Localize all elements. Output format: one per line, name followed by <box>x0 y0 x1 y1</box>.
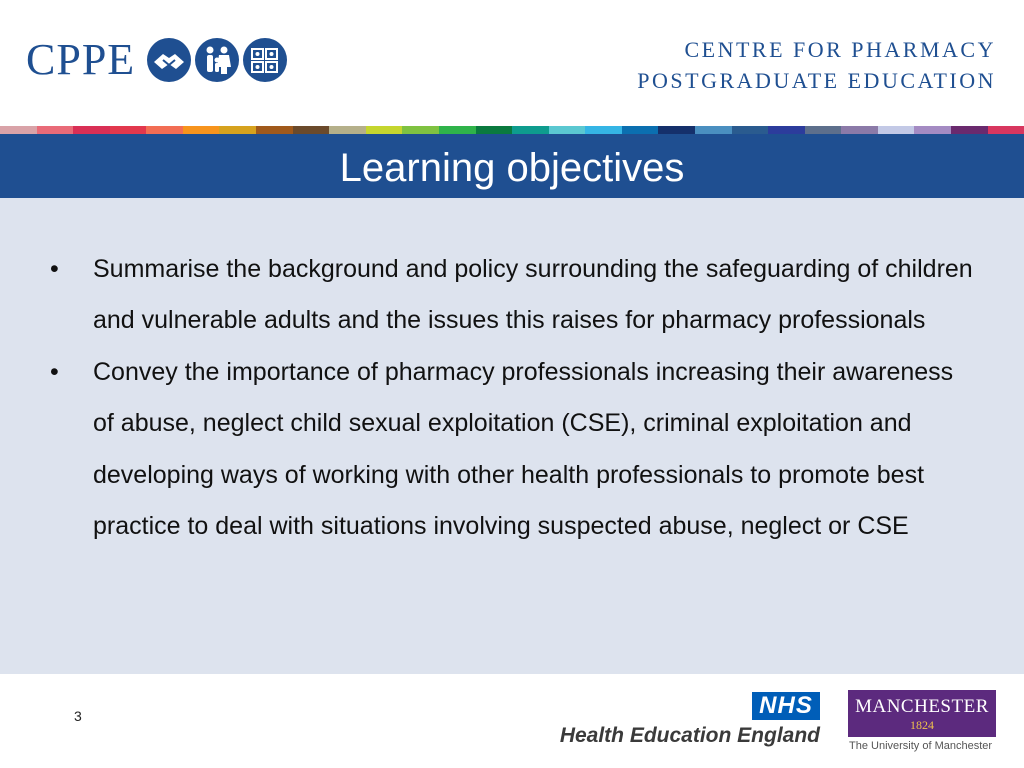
color-strip-segment <box>695 126 732 134</box>
color-strip-segment <box>549 126 586 134</box>
color-strip-segment <box>256 126 293 134</box>
health-education-england-logo <box>548 692 820 748</box>
color-strip-segment <box>329 126 366 134</box>
color-strip-segment <box>366 126 403 134</box>
manchester-wordmark: MANCHESTER <box>855 696 989 717</box>
bullet-marker: • <box>50 255 59 283</box>
title-bar <box>0 134 1024 198</box>
color-strip-segment <box>841 126 878 134</box>
objective-item <box>50 347 980 553</box>
cppe-logo-icons <box>147 38 287 82</box>
color-strip-segment <box>183 126 220 134</box>
medicine-packs-icon <box>243 38 287 82</box>
color-strip-segment <box>585 126 622 134</box>
centre-name-line-1: CENTRE FOR PHARMACY <box>684 37 996 62</box>
cppe-logo <box>26 35 287 84</box>
page-number: 3 <box>74 708 82 724</box>
centre-name-line-2: POSTGRADUATE EDUCATION <box>637 68 996 93</box>
color-strip-segment <box>146 126 183 134</box>
handshake-icon <box>147 38 191 82</box>
color-strip-segment <box>658 126 695 134</box>
family-icon <box>195 38 239 82</box>
slide-header <box>0 0 1024 126</box>
color-strip-segment <box>476 126 513 134</box>
manchester-logo-box <box>848 690 996 737</box>
objective-text: Convey the importance of pharmacy professionals increasing their awareness of abuse, neglect child sexual exploitation (CSE), criminal exploitation and developing ways of working with other health professionals to promote best practice to deal with situations involving suspected abuse, neglect or CSE <box>93 357 954 541</box>
color-strip-segment <box>768 126 805 134</box>
color-strip-segment <box>732 126 769 134</box>
color-strip-segment <box>37 126 74 134</box>
color-strip-segment <box>512 126 549 134</box>
color-strip-segment <box>439 126 476 134</box>
manchester-subtitle: The University of Manchester <box>849 740 993 752</box>
color-strip <box>0 126 1024 134</box>
slide-footer <box>0 674 1024 768</box>
centre-name <box>637 34 996 96</box>
slide-content <box>0 198 1024 674</box>
objectives-list <box>50 244 980 552</box>
color-strip-segment <box>878 126 915 134</box>
color-strip-segment <box>914 126 951 134</box>
color-strip-segment <box>951 126 988 134</box>
color-strip-segment <box>0 126 37 134</box>
color-strip-segment <box>293 126 330 134</box>
objective-text: Summarise the background and policy surrounding the safeguarding of children and vulnerable adults and the issues this raises for pharmacy professionals <box>93 255 973 335</box>
bullet-marker: • <box>50 357 59 386</box>
color-strip-segment <box>988 126 1024 134</box>
manchester-year: 1824 <box>910 718 934 732</box>
color-strip-segment <box>402 126 439 134</box>
nhs-logo: NHS <box>752 692 820 720</box>
color-strip-segment <box>219 126 256 134</box>
color-strip-segment <box>805 126 842 134</box>
objective-item <box>50 244 980 347</box>
color-strip-segment <box>73 126 110 134</box>
slide-title: Learning objectives <box>339 146 685 190</box>
color-strip-segment <box>622 126 659 134</box>
color-strip-segment <box>110 126 147 134</box>
cppe-logo-text: CPPE <box>26 35 136 84</box>
hee-logo-text: Health Education England <box>559 724 820 747</box>
university-of-manchester-logo <box>848 690 998 756</box>
